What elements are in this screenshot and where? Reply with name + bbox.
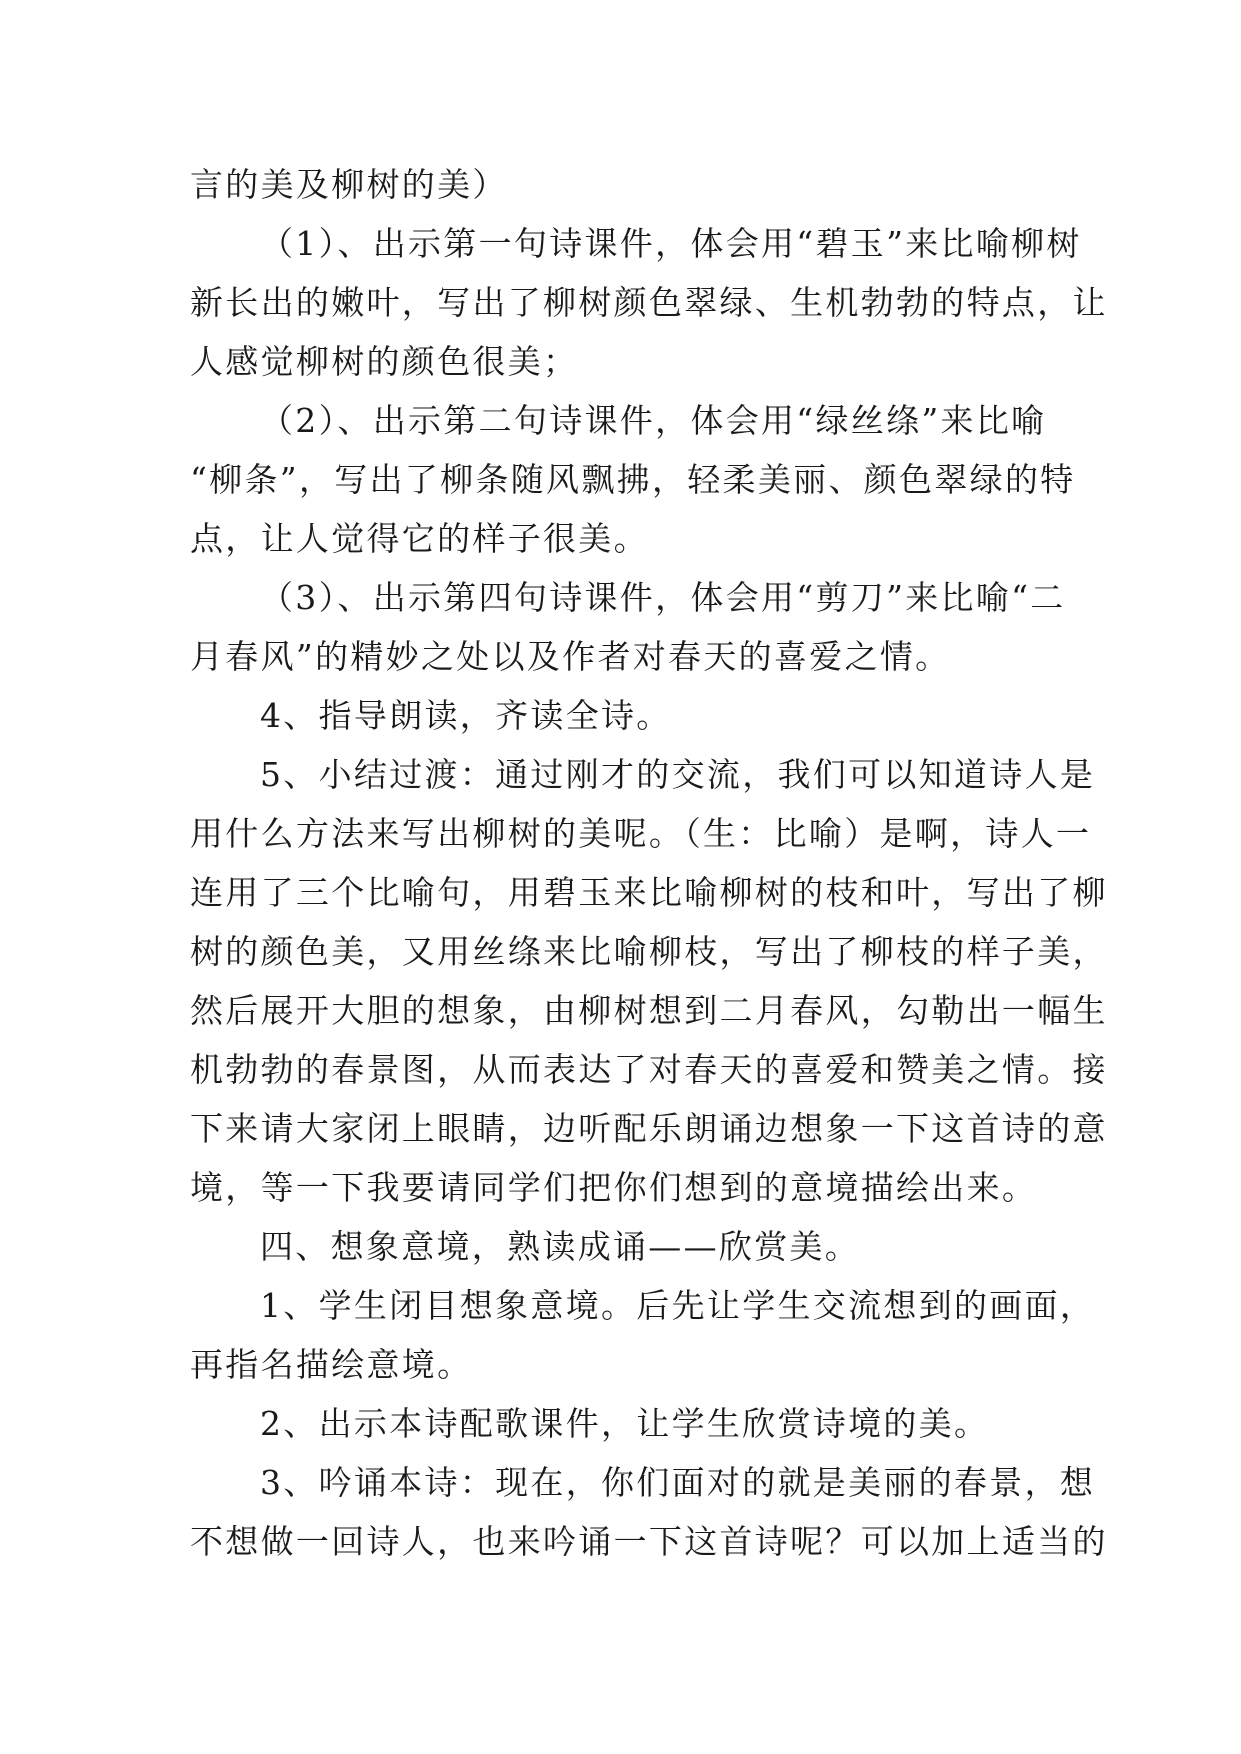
text-line: 境，等一下我要请同学们把你们想到的意境描绘出来。 — [190, 1168, 1038, 1207]
text-line: 不想做一回诗人，也来吟诵一下这首诗呢？可以加上适当的 — [190, 1522, 1108, 1561]
text-line: （1）、出示第一句诗课件，体会用“碧玉”来比喻柳树 — [260, 224, 1082, 263]
text-line: 连用了三个比喻句，用碧玉来比喻柳树的枝和叶，写出了柳 — [190, 873, 1108, 912]
text-line: 机勃勃的春景图，从而表达了对春天的喜爱和赞美之情。接 — [190, 1050, 1108, 1089]
text-line: 点，让人觉得它的样子很美。 — [190, 519, 649, 558]
text-line: 用什么方法来写出柳树的美呢。（生：比喻）是啊，诗人一 — [190, 814, 1092, 853]
text-line: 1、学生闭目想象意境。后先让学生交流想到的画面， — [260, 1286, 1096, 1325]
text-line: 月春风”的精妙之处以及作者对春天的喜爱之情。 — [190, 637, 951, 676]
text-line: 下来请大家闭上眼睛，边听配乐朗诵边想象一下这首诗的意 — [190, 1109, 1108, 1148]
text-line: （3）、出示第四句诗课件，体会用“剪刀”来比喻“二 — [260, 578, 1066, 617]
text-line: 言的美及柳树的美） — [190, 165, 508, 204]
text-line: 再指名描绘意境。 — [190, 1345, 473, 1384]
text-line: “柳条”，写出了柳条随风飘拂，轻柔美丽、颜色翠绿的特 — [190, 460, 1076, 499]
text-line: 4、指导朗读，齐读全诗。 — [260, 696, 672, 735]
text-line: 3、吟诵本诗：现在，你们面对的就是美丽的春景，想 — [260, 1463, 1096, 1502]
text-line: 人感觉柳树的颜色很美； — [190, 342, 579, 381]
text-line: （2）、出示第二句诗课件，体会用“绿丝绦”来比喻 — [260, 401, 1047, 440]
text-line: 2、出示本诗配歌课件，让学生欣赏诗境的美。 — [260, 1404, 990, 1443]
text-line: 5、小结过渡：通过刚才的交流，我们可以知道诗人是 — [260, 755, 1096, 794]
text-line: 然后展开大胆的想象，由柳树想到二月春风，勾勒出一幅生 — [190, 991, 1108, 1030]
text-line: 新长出的嫩叶，写出了柳树颜色翠绿、生机勃勃的特点，让 — [190, 283, 1108, 322]
text-line: 树的颜色美，又用丝绦来比喻柳枝，写出了柳枝的样子美， — [190, 932, 1108, 971]
section-heading: 四、想象意境，熟读成诵——欣赏美。 — [260, 1227, 861, 1266]
